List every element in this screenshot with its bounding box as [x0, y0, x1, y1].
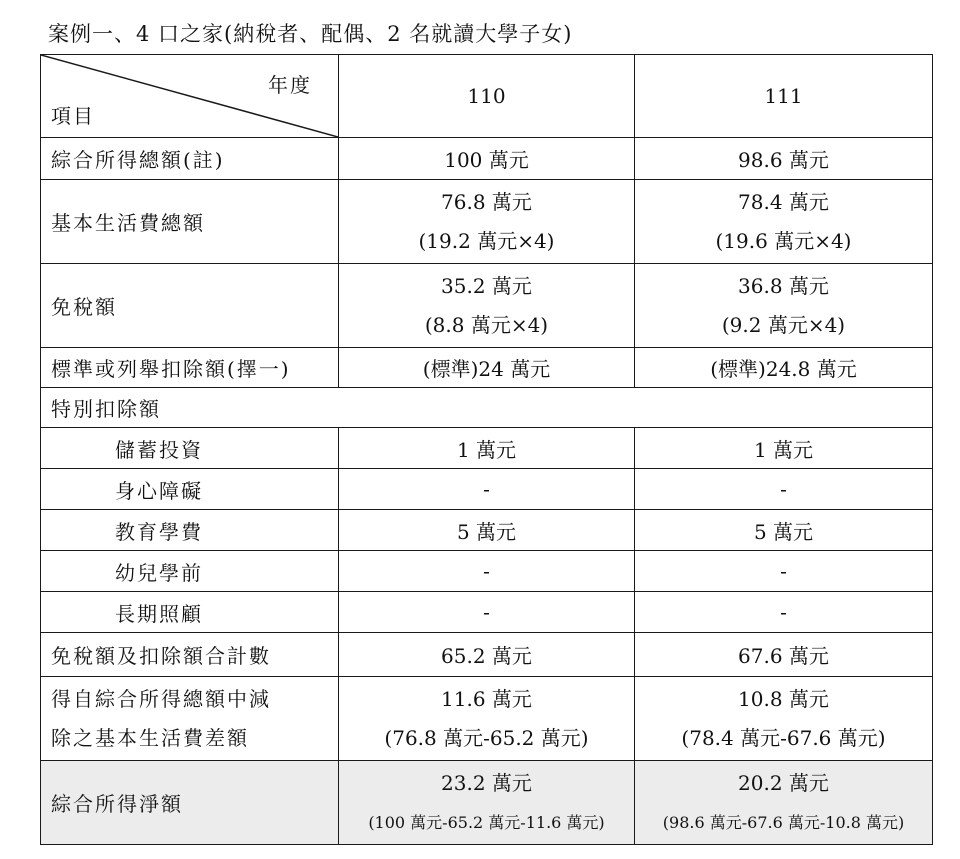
formula-line: (78.4 萬元-67.6 萬元)	[681, 725, 886, 750]
formula-line: (98.6 萬元-67.6 萬元-10.8 萬元)	[662, 812, 905, 832]
table-row	[41, 469, 933, 510]
formula-line: (19.6 萬元×4)	[715, 228, 852, 253]
formula-line: (100 萬元-65.2 萬元-11.6 萬元)	[368, 812, 605, 832]
formula-line: (19.2 萬元×4)	[418, 228, 555, 253]
row-label-special-deduction: 特別扣除額	[41, 388, 339, 428]
table-row	[41, 138, 933, 180]
empty-cell	[339, 388, 635, 428]
cell-net-income-110	[339, 761, 635, 845]
cell-total-110: 65.2 萬元	[339, 633, 635, 677]
cell-standard-deduction-111: (標準)24.8 萬元	[635, 348, 933, 388]
row-label-exemption: 免稅額	[41, 264, 339, 348]
column-header-111: 111	[635, 55, 933, 138]
table-row	[41, 551, 933, 592]
cell-difference-110	[339, 677, 635, 761]
row-label-gross-income: 綜合所得總額(註)	[41, 138, 339, 180]
cell-disability-111: -	[635, 469, 933, 510]
cell-exemption-110	[339, 264, 635, 348]
value-line: 11.6 萬元	[441, 686, 532, 711]
cell-total-111: 67.6 萬元	[635, 633, 933, 677]
row-label-difference	[41, 677, 339, 761]
cell-longterm-care-110: -	[339, 592, 635, 633]
row-label-savings: 儲蓄投資	[41, 428, 339, 469]
formula-line: (9.2 萬元×4)	[721, 312, 846, 337]
cell-net-income-111	[635, 761, 933, 845]
row-label-longterm-care: 長期照顧	[41, 592, 339, 633]
table-row	[41, 180, 933, 264]
value-line: 76.8 萬元	[441, 189, 532, 214]
table-row	[41, 761, 933, 845]
table-row	[41, 510, 933, 551]
header-row	[41, 55, 933, 138]
cell-exemption-111	[635, 264, 933, 348]
table-row	[41, 264, 933, 348]
value-line: 10.8 萬元	[738, 686, 829, 711]
table-row	[41, 388, 933, 428]
cell-standard-deduction-110: (標準)24 萬元	[339, 348, 635, 388]
row-label-total: 免稅額及扣除額合計數	[41, 633, 339, 677]
value-line: 20.2 萬元	[738, 770, 829, 795]
row-label-preschool: 幼兒學前	[41, 551, 339, 592]
label-line: 除之基本生活費差額	[51, 725, 249, 750]
cell-basic-living-111	[635, 180, 933, 264]
cell-preschool-111: -	[635, 551, 933, 592]
formula-line: (76.8 萬元-65.2 萬元)	[384, 725, 589, 750]
cell-basic-living-110	[339, 180, 635, 264]
value-line: 23.2 萬元	[441, 770, 532, 795]
cell-savings-111: 1 萬元	[635, 428, 933, 469]
year-header-label: 年度	[268, 73, 312, 97]
cell-gross-income-110: 100 萬元	[339, 138, 635, 180]
cell-preschool-110: -	[339, 551, 635, 592]
cell-gross-income-111: 98.6 萬元	[635, 138, 933, 180]
cell-education-110: 5 萬元	[339, 510, 635, 551]
table-row	[41, 348, 933, 388]
value-line: 35.2 萬元	[441, 273, 532, 298]
tax-comparison-table	[40, 54, 933, 845]
table-row	[41, 428, 933, 469]
cell-education-111: 5 萬元	[635, 510, 933, 551]
cell-longterm-care-111: -	[635, 592, 933, 633]
item-header-label: 項目	[51, 104, 95, 128]
label-line: 得自綜合所得總額中減	[51, 686, 271, 711]
row-label-disability: 身心障礙	[41, 469, 339, 510]
table-caption: 案例一、4 口之家(納稅者、配偶、2 名就讀大學子女)	[48, 22, 573, 46]
empty-cell	[635, 388, 933, 428]
column-header-110: 110	[339, 55, 635, 138]
value-line: 78.4 萬元	[738, 189, 829, 214]
formula-line: (8.8 萬元×4)	[424, 312, 549, 337]
cell-difference-111	[635, 677, 933, 761]
row-label-education: 教育學費	[41, 510, 339, 551]
row-label-standard-deduction: 標準或列舉扣除額(擇一)	[41, 348, 339, 388]
row-label-basic-living: 基本生活費總額	[41, 180, 339, 264]
value-line: 36.8 萬元	[738, 273, 829, 298]
table-row	[41, 592, 933, 633]
row-label-net-income: 綜合所得淨額	[41, 761, 339, 845]
cell-savings-110: 1 萬元	[339, 428, 635, 469]
corner-header-cell	[41, 55, 339, 138]
cell-disability-110: -	[339, 469, 635, 510]
table-row	[41, 633, 933, 677]
table-row	[41, 677, 933, 761]
